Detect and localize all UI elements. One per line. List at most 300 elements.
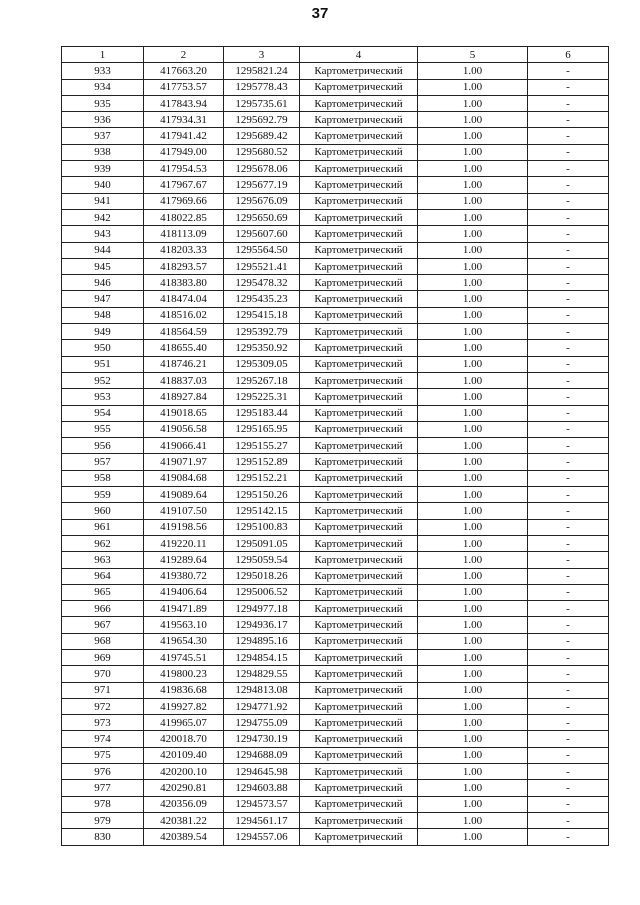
y-coordinate-cell: 1295018.26 (224, 568, 300, 584)
y-coordinate-cell: 1295150.26 (224, 487, 300, 503)
accuracy-cell: 1.00 (418, 487, 528, 503)
x-coordinate-cell: 418564.59 (144, 324, 224, 340)
coordinates-table (61, 46, 609, 846)
y-coordinate-cell: 1295165.95 (224, 421, 300, 437)
point-number-cell: 939 (62, 161, 144, 177)
method-cell: Картометрический (300, 128, 418, 144)
table-row (62, 177, 609, 193)
point-number-cell: 957 (62, 454, 144, 470)
note-cell: - (528, 324, 609, 340)
accuracy-cell: 1.00 (418, 535, 528, 551)
table-row (62, 438, 609, 454)
table-row (62, 812, 609, 828)
x-coordinate-cell: 419965.07 (144, 715, 224, 731)
x-coordinate-cell: 419471.89 (144, 601, 224, 617)
x-coordinate-cell: 418474.04 (144, 291, 224, 307)
table-row (62, 95, 609, 111)
point-number-cell: 952 (62, 372, 144, 388)
point-number-cell: 944 (62, 242, 144, 258)
accuracy-cell: 1.00 (418, 258, 528, 274)
x-coordinate-cell: 419745.51 (144, 649, 224, 665)
note-cell: - (528, 112, 609, 128)
note-cell: - (528, 715, 609, 731)
accuracy-cell: 1.00 (418, 438, 528, 454)
table-row (62, 682, 609, 698)
y-coordinate-cell: 1295152.89 (224, 454, 300, 470)
note-cell: - (528, 601, 609, 617)
accuracy-cell: 1.00 (418, 796, 528, 812)
note-cell: - (528, 63, 609, 79)
table-row (62, 487, 609, 503)
table-row (62, 633, 609, 649)
point-number-cell: 972 (62, 698, 144, 714)
method-cell: Картометрический (300, 764, 418, 780)
x-coordinate-cell: 418113.09 (144, 226, 224, 242)
y-coordinate-cell: 1294730.19 (224, 731, 300, 747)
method-cell: Картометрический (300, 438, 418, 454)
note-cell: - (528, 209, 609, 225)
table-row (62, 649, 609, 665)
method-cell: Картометрический (300, 552, 418, 568)
accuracy-cell: 1.00 (418, 812, 528, 828)
y-coordinate-cell: 1295225.31 (224, 389, 300, 405)
y-coordinate-cell: 1295677.19 (224, 177, 300, 193)
note-cell: - (528, 372, 609, 388)
accuracy-cell: 1.00 (418, 95, 528, 111)
x-coordinate-cell: 418022.85 (144, 209, 224, 225)
y-coordinate-cell: 1295091.05 (224, 535, 300, 551)
note-cell: - (528, 242, 609, 258)
y-coordinate-cell: 1294829.55 (224, 666, 300, 682)
table-row (62, 307, 609, 323)
method-cell: Картометрический (300, 258, 418, 274)
method-cell: Картометрический (300, 454, 418, 470)
accuracy-cell: 1.00 (418, 128, 528, 144)
point-number-cell: 960 (62, 503, 144, 519)
method-cell: Картометрический (300, 470, 418, 486)
point-number-cell: 949 (62, 324, 144, 340)
method-cell: Картометрический (300, 617, 418, 633)
y-coordinate-cell: 1295692.79 (224, 112, 300, 128)
point-number-cell: 969 (62, 649, 144, 665)
y-coordinate-cell: 1295778.43 (224, 79, 300, 95)
point-number-cell: 968 (62, 633, 144, 649)
note-cell: - (528, 829, 609, 845)
x-coordinate-cell: 417954.53 (144, 161, 224, 177)
note-cell: - (528, 405, 609, 421)
table-row (62, 356, 609, 372)
method-cell: Картометрический (300, 144, 418, 160)
y-coordinate-cell: 1294854.15 (224, 649, 300, 665)
accuracy-cell: 1.00 (418, 731, 528, 747)
point-number-cell: 938 (62, 144, 144, 160)
table-row (62, 584, 609, 600)
table-row (62, 63, 609, 79)
x-coordinate-cell: 419071.97 (144, 454, 224, 470)
x-coordinate-cell: 420109.40 (144, 747, 224, 763)
method-cell: Картометрический (300, 487, 418, 503)
point-number-cell: 945 (62, 258, 144, 274)
y-coordinate-cell: 1295821.24 (224, 63, 300, 79)
x-coordinate-cell: 419084.68 (144, 470, 224, 486)
x-coordinate-cell: 418383.80 (144, 275, 224, 291)
method-cell: Картометрический (300, 731, 418, 747)
accuracy-cell: 1.00 (418, 470, 528, 486)
note-cell: - (528, 161, 609, 177)
x-coordinate-cell: 419018.65 (144, 405, 224, 421)
point-number-cell: 979 (62, 812, 144, 828)
accuracy-cell: 1.00 (418, 209, 528, 225)
x-coordinate-cell: 420200.10 (144, 764, 224, 780)
point-number-cell: 948 (62, 307, 144, 323)
point-number-cell: 977 (62, 780, 144, 796)
y-coordinate-cell: 1294771.92 (224, 698, 300, 714)
note-cell: - (528, 340, 609, 356)
page-number: 37 (311, 5, 329, 22)
table-row (62, 193, 609, 209)
note-cell: - (528, 568, 609, 584)
method-cell: Картометрический (300, 291, 418, 307)
y-coordinate-cell: 1294895.16 (224, 633, 300, 649)
accuracy-cell: 1.00 (418, 764, 528, 780)
note-cell: - (528, 275, 609, 291)
point-number-cell: 962 (62, 535, 144, 551)
method-cell: Картометрический (300, 796, 418, 812)
x-coordinate-cell: 419220.11 (144, 535, 224, 551)
method-cell: Картометрический (300, 421, 418, 437)
accuracy-cell: 1.00 (418, 617, 528, 633)
accuracy-cell: 1.00 (418, 601, 528, 617)
note-cell: - (528, 356, 609, 372)
y-coordinate-cell: 1295680.52 (224, 144, 300, 160)
table-row (62, 258, 609, 274)
method-cell: Картометрический (300, 601, 418, 617)
point-number-cell: 933 (62, 63, 144, 79)
note-cell: - (528, 698, 609, 714)
note-cell: - (528, 438, 609, 454)
note-cell: - (528, 731, 609, 747)
point-number-cell: 967 (62, 617, 144, 633)
accuracy-cell: 1.00 (418, 161, 528, 177)
accuracy-cell: 1.00 (418, 79, 528, 95)
table-row (62, 552, 609, 568)
method-cell: Картометрический (300, 747, 418, 763)
point-number-cell: 975 (62, 747, 144, 763)
note-cell: - (528, 307, 609, 323)
point-number-cell: 959 (62, 487, 144, 503)
y-coordinate-cell: 1295267.18 (224, 372, 300, 388)
table-row (62, 405, 609, 421)
x-coordinate-cell: 419380.72 (144, 568, 224, 584)
accuracy-cell: 1.00 (418, 112, 528, 128)
x-coordinate-cell: 419198.56 (144, 519, 224, 535)
table-row (62, 715, 609, 731)
note-cell: - (528, 633, 609, 649)
accuracy-cell: 1.00 (418, 552, 528, 568)
y-coordinate-cell: 1294813.08 (224, 682, 300, 698)
method-cell: Картометрический (300, 780, 418, 796)
point-number-cell: 940 (62, 177, 144, 193)
table-row (62, 617, 609, 633)
table-row (62, 470, 609, 486)
x-coordinate-cell: 419089.64 (144, 487, 224, 503)
table-row (62, 568, 609, 584)
method-cell: Картометрический (300, 161, 418, 177)
accuracy-cell: 1.00 (418, 682, 528, 698)
x-coordinate-cell: 418837.03 (144, 372, 224, 388)
method-cell: Картометрический (300, 242, 418, 258)
accuracy-cell: 1.00 (418, 193, 528, 209)
method-cell: Картометрический (300, 177, 418, 193)
accuracy-cell: 1.00 (418, 568, 528, 584)
table-row (62, 698, 609, 714)
note-cell: - (528, 503, 609, 519)
accuracy-cell: 1.00 (418, 519, 528, 535)
point-number-cell: 971 (62, 682, 144, 698)
note-cell: - (528, 421, 609, 437)
note-cell: - (528, 226, 609, 242)
table-row (62, 112, 609, 128)
y-coordinate-cell: 1295415.18 (224, 307, 300, 323)
x-coordinate-cell: 419406.64 (144, 584, 224, 600)
note-cell: - (528, 796, 609, 812)
point-number-cell: 936 (62, 112, 144, 128)
point-number-cell: 830 (62, 829, 144, 845)
method-cell: Картометрический (300, 715, 418, 731)
note-cell: - (528, 764, 609, 780)
x-coordinate-cell: 420389.54 (144, 829, 224, 845)
table-row (62, 209, 609, 225)
table-row (62, 535, 609, 551)
table-row (62, 519, 609, 535)
accuracy-cell: 1.00 (418, 340, 528, 356)
table-row (62, 780, 609, 796)
point-number-cell: 966 (62, 601, 144, 617)
point-number-cell: 946 (62, 275, 144, 291)
note-cell: - (528, 535, 609, 551)
x-coordinate-cell: 417843.94 (144, 95, 224, 111)
table-row (62, 275, 609, 291)
note-cell: - (528, 79, 609, 95)
method-cell: Картометрический (300, 356, 418, 372)
note-cell: - (528, 389, 609, 405)
accuracy-cell: 1.00 (418, 421, 528, 437)
y-coordinate-cell: 1295607.60 (224, 226, 300, 242)
accuracy-cell: 1.00 (418, 666, 528, 682)
point-number-cell: 937 (62, 128, 144, 144)
x-coordinate-cell: 418746.21 (144, 356, 224, 372)
x-coordinate-cell: 419927.82 (144, 698, 224, 714)
table-row (62, 421, 609, 437)
point-number-cell: 978 (62, 796, 144, 812)
accuracy-cell: 1.00 (418, 144, 528, 160)
table-body (62, 63, 609, 845)
table-row (62, 79, 609, 95)
method-cell: Картометрический (300, 519, 418, 535)
note-cell: - (528, 177, 609, 193)
y-coordinate-cell: 1294557.06 (224, 829, 300, 845)
method-cell: Картометрический (300, 340, 418, 356)
x-coordinate-cell: 420381.22 (144, 812, 224, 828)
accuracy-cell: 1.00 (418, 503, 528, 519)
table-header-row (62, 47, 609, 63)
table-row (62, 372, 609, 388)
y-coordinate-cell: 1294573.57 (224, 796, 300, 812)
x-coordinate-cell: 419107.50 (144, 503, 224, 519)
accuracy-cell: 1.00 (418, 356, 528, 372)
point-number-cell: 958 (62, 470, 144, 486)
table-row (62, 128, 609, 144)
y-coordinate-cell: 1295521.41 (224, 258, 300, 274)
x-coordinate-cell: 418516.02 (144, 307, 224, 323)
method-cell: Картометрический (300, 372, 418, 388)
method-cell: Картометрический (300, 812, 418, 828)
y-coordinate-cell: 1295100.83 (224, 519, 300, 535)
note-cell: - (528, 584, 609, 600)
accuracy-cell: 1.00 (418, 242, 528, 258)
column-header: 1 (62, 47, 144, 63)
y-coordinate-cell: 1295650.69 (224, 209, 300, 225)
x-coordinate-cell: 417967.67 (144, 177, 224, 193)
x-coordinate-cell: 417949.00 (144, 144, 224, 160)
method-cell: Картометрический (300, 193, 418, 209)
accuracy-cell: 1.00 (418, 780, 528, 796)
note-cell: - (528, 649, 609, 665)
method-cell: Картометрический (300, 829, 418, 845)
table-row (62, 291, 609, 307)
x-coordinate-cell: 419563.10 (144, 617, 224, 633)
column-header: 3 (224, 47, 300, 63)
method-cell: Картометрический (300, 307, 418, 323)
x-coordinate-cell: 419056.58 (144, 421, 224, 437)
method-cell: Картометрический (300, 95, 418, 111)
note-cell: - (528, 747, 609, 763)
method-cell: Картометрический (300, 324, 418, 340)
point-number-cell: 943 (62, 226, 144, 242)
point-number-cell: 953 (62, 389, 144, 405)
point-number-cell: 955 (62, 421, 144, 437)
accuracy-cell: 1.00 (418, 454, 528, 470)
method-cell: Картометрический (300, 503, 418, 519)
y-coordinate-cell: 1295478.32 (224, 275, 300, 291)
accuracy-cell: 1.00 (418, 324, 528, 340)
method-cell: Картометрический (300, 666, 418, 682)
x-coordinate-cell: 417969.66 (144, 193, 224, 209)
y-coordinate-cell: 1295678.06 (224, 161, 300, 177)
table-row (62, 829, 609, 845)
x-coordinate-cell: 417934.31 (144, 112, 224, 128)
y-coordinate-cell: 1294603.88 (224, 780, 300, 796)
y-coordinate-cell: 1295689.42 (224, 128, 300, 144)
x-coordinate-cell: 418293.57 (144, 258, 224, 274)
accuracy-cell: 1.00 (418, 291, 528, 307)
y-coordinate-cell: 1295142.15 (224, 503, 300, 519)
note-cell: - (528, 812, 609, 828)
x-coordinate-cell: 420290.81 (144, 780, 224, 796)
point-number-cell: 974 (62, 731, 144, 747)
table-row (62, 324, 609, 340)
accuracy-cell: 1.00 (418, 177, 528, 193)
note-cell: - (528, 617, 609, 633)
y-coordinate-cell: 1295564.50 (224, 242, 300, 258)
note-cell: - (528, 454, 609, 470)
method-cell: Картометрический (300, 275, 418, 291)
y-coordinate-cell: 1295059.54 (224, 552, 300, 568)
table-row (62, 454, 609, 470)
x-coordinate-cell: 418927.84 (144, 389, 224, 405)
y-coordinate-cell: 1295435.23 (224, 291, 300, 307)
y-coordinate-cell: 1294645.98 (224, 764, 300, 780)
note-cell: - (528, 552, 609, 568)
table-row (62, 601, 609, 617)
y-coordinate-cell: 1294561.17 (224, 812, 300, 828)
x-coordinate-cell: 418203.33 (144, 242, 224, 258)
column-header: 6 (528, 47, 609, 63)
x-coordinate-cell: 419289.64 (144, 552, 224, 568)
method-cell: Картометрический (300, 209, 418, 225)
y-coordinate-cell: 1295152.21 (224, 470, 300, 486)
note-cell: - (528, 487, 609, 503)
note-cell: - (528, 780, 609, 796)
point-number-cell: 976 (62, 764, 144, 780)
method-cell: Картометрический (300, 584, 418, 600)
table-row (62, 731, 609, 747)
method-cell: Картометрический (300, 649, 418, 665)
method-cell: Картометрический (300, 698, 418, 714)
accuracy-cell: 1.00 (418, 698, 528, 714)
x-coordinate-cell: 419654.30 (144, 633, 224, 649)
note-cell: - (528, 666, 609, 682)
table-row (62, 340, 609, 356)
table-row (62, 796, 609, 812)
point-number-cell: 950 (62, 340, 144, 356)
point-number-cell: 963 (62, 552, 144, 568)
y-coordinate-cell: 1294936.17 (224, 617, 300, 633)
x-coordinate-cell: 420356.09 (144, 796, 224, 812)
x-coordinate-cell: 419800.23 (144, 666, 224, 682)
x-coordinate-cell: 417941.42 (144, 128, 224, 144)
accuracy-cell: 1.00 (418, 715, 528, 731)
method-cell: Картометрический (300, 112, 418, 128)
method-cell: Картометрический (300, 535, 418, 551)
table-row (62, 161, 609, 177)
y-coordinate-cell: 1295309.05 (224, 356, 300, 372)
note-cell: - (528, 291, 609, 307)
method-cell: Картометрический (300, 63, 418, 79)
note-cell: - (528, 682, 609, 698)
method-cell: Картометрический (300, 682, 418, 698)
table-row (62, 389, 609, 405)
y-coordinate-cell: 1295350.92 (224, 340, 300, 356)
note-cell: - (528, 470, 609, 486)
point-number-cell: 934 (62, 79, 144, 95)
y-coordinate-cell: 1294977.18 (224, 601, 300, 617)
point-number-cell: 942 (62, 209, 144, 225)
accuracy-cell: 1.00 (418, 747, 528, 763)
table-row (62, 144, 609, 160)
point-number-cell: 941 (62, 193, 144, 209)
accuracy-cell: 1.00 (418, 389, 528, 405)
method-cell: Картометрический (300, 389, 418, 405)
point-number-cell: 954 (62, 405, 144, 421)
accuracy-cell: 1.00 (418, 633, 528, 649)
y-coordinate-cell: 1295392.79 (224, 324, 300, 340)
accuracy-cell: 1.00 (418, 829, 528, 845)
accuracy-cell: 1.00 (418, 226, 528, 242)
table-row (62, 666, 609, 682)
accuracy-cell: 1.00 (418, 372, 528, 388)
column-header: 2 (144, 47, 224, 63)
